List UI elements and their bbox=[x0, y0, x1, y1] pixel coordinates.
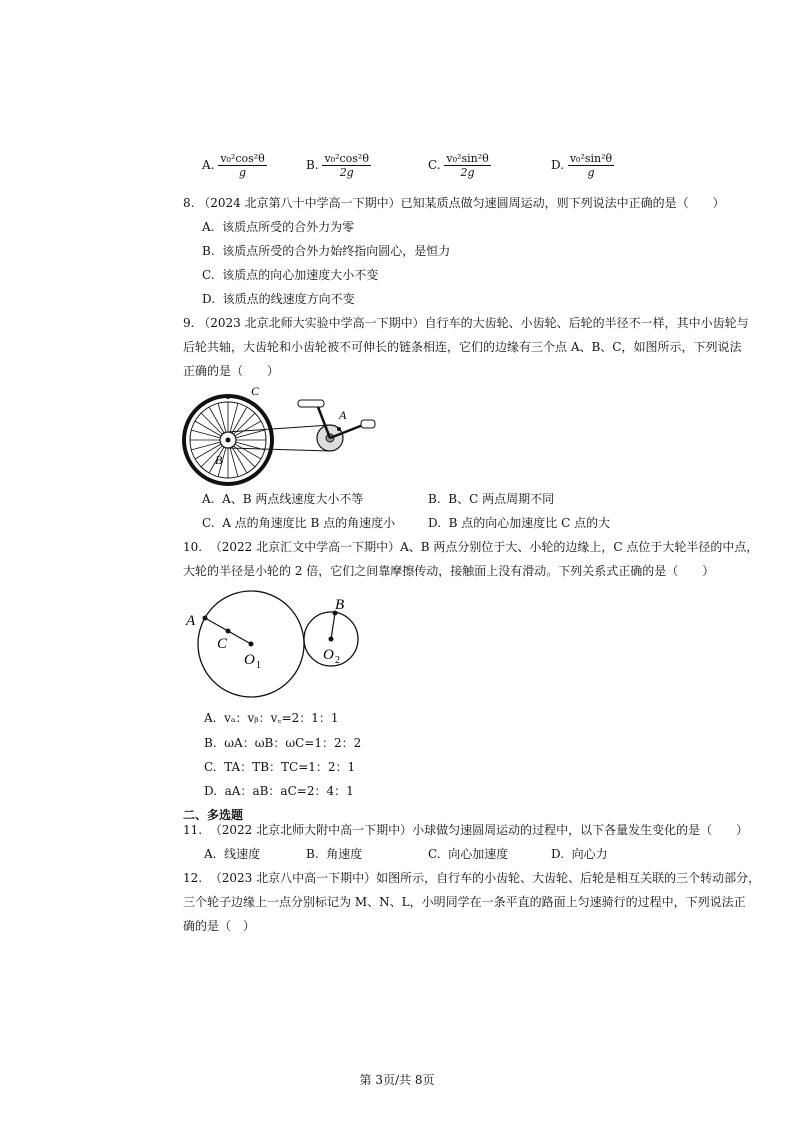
q7-option-a: A. $\frac{\text{v₀²cos²θ}}{g}$ bbox=[202, 152, 265, 179]
q8-option-b: B. 该质点所受的合外力始终指向圆心，是恒力 bbox=[202, 244, 451, 258]
label-o1: O bbox=[244, 652, 255, 668]
section-heading: 二、多选题 bbox=[183, 808, 244, 822]
q10-option-a: A. vₐ：vᵦ：v꜀=2：1：1 bbox=[204, 711, 339, 725]
q8-option-d: D. 该质点的线速度方向不变 bbox=[202, 292, 355, 306]
label-o1-sub: 1 bbox=[256, 660, 261, 671]
q10-option-b: B. ωA：ωB：ωC=1：2：2 bbox=[204, 736, 362, 750]
label-b: B bbox=[335, 597, 345, 613]
bicycle-gear-figure bbox=[180, 383, 380, 488]
q10-option-d: D. aA：aB：aC=2：4：1 bbox=[204, 784, 354, 798]
label-o2: O bbox=[323, 647, 334, 663]
fraction: $\frac{\text{v₀²cos²θ}}{g}$ bbox=[220, 152, 265, 179]
q12-stem-line2: 三个轮子边缘上一点分别标记为 M、N、L，小明同学在一条平直的路面上匀速骑行的过程中，下列说法正 bbox=[183, 895, 746, 909]
label-c: C bbox=[251, 384, 260, 398]
q9-stem-line1: 9. （2023 北京北师大实验中学高一下期中）自行车的大齿轮、小齿轮、后轮的半径不一样，其中小齿轮与 bbox=[183, 316, 749, 330]
point-a-dot bbox=[203, 616, 208, 621]
q8-stem: 8. （2024 北京第八十中学高一下期中）已知某质点做匀速圆周运动，则下列说法中正确的是（ ） bbox=[183, 196, 725, 210]
q9-stem-line2: 后轮共轴，大齿轮和小齿轮被不可伸长的链条相连，它们的边缘有三个点 A、B、C，如图所示，下列说法 bbox=[183, 340, 742, 354]
q7-option-b: B. $\frac{\text{v₀²cos²θ}}{2g}$ bbox=[306, 152, 369, 179]
q7-option-c: C. $\frac{\text{v₀²sin²θ}}{2g}$ bbox=[428, 152, 489, 179]
label-o2-sub: 2 bbox=[335, 655, 340, 666]
q8-option-c: C. 该质点的向心加速度大小不变 bbox=[202, 268, 379, 282]
q10-stem-line1: 10. （2022 北京汇文中学高一下期中）A、B 两点分别位于大、小轮的边缘上，C 点位于大轮半径的中点， bbox=[183, 540, 759, 554]
point-a-dot bbox=[337, 427, 341, 431]
small-radius bbox=[331, 613, 335, 639]
q11-option-c: C. 向心加速度 bbox=[428, 847, 509, 861]
pedal-lower bbox=[361, 420, 375, 428]
q9-option-c: C. A 点的角速度比 B 点的角速度小 bbox=[202, 516, 396, 530]
q8-option-a: A. 该质点所受的合外力为零 bbox=[202, 220, 355, 234]
q7-option-d: D. $\frac{\text{v₀²sin²θ}}{g}$ bbox=[551, 152, 613, 179]
q11-option-d: D. 向心力 bbox=[551, 847, 608, 861]
q11-option-a: A. 线速度 bbox=[204, 847, 261, 861]
q12-stem-line3: 确的是（ ） bbox=[183, 919, 256, 933]
chain-bottom bbox=[228, 448, 330, 451]
fraction: $\frac{\text{v₀²sin²θ}}{2g}$ bbox=[446, 152, 489, 179]
q9-option-d: D. B 点的向心加速度比 C 点的大 bbox=[428, 516, 611, 530]
hub bbox=[226, 438, 231, 443]
q9-option-a: A. A、B 两点线速度大小不等 bbox=[202, 492, 364, 506]
q10-option-c: C. TA：TB：TC=1：2：1 bbox=[204, 760, 356, 774]
q10-stem-line2: 大轮的半径是小轮的 2 倍，它们之间靠摩擦传动，接触面上没有滑动。下列关系式正确的是（ ） bbox=[183, 564, 715, 578]
point-c-dot bbox=[226, 629, 231, 634]
center-o1-dot bbox=[249, 642, 254, 647]
q9-stem-line3: 正确的是（ ） bbox=[183, 364, 280, 378]
point-c-dot bbox=[226, 395, 230, 399]
friction-wheels-figure bbox=[182, 588, 372, 700]
center-o2-dot bbox=[329, 637, 334, 642]
q12-stem-line1: 12. （2023 北京八中高一下期中）如图所示，自行车的小齿轮、大齿轮、后轮是相互关联的三个转动部分， bbox=[183, 871, 761, 885]
fraction: $\frac{\text{v₀²sin²θ}}{g}$ bbox=[569, 152, 613, 179]
q11-option-b: B. 角速度 bbox=[306, 847, 363, 861]
q9-option-b: B. B、C 两点周期不同 bbox=[428, 492, 555, 506]
chain-top bbox=[228, 425, 330, 432]
fraction: $\frac{\text{v₀²cos²θ}}{2g}$ bbox=[324, 152, 369, 179]
label-b: B bbox=[215, 453, 223, 467]
pedal-upper bbox=[298, 400, 324, 407]
label-c: C bbox=[217, 636, 228, 652]
page-number: 第 3页/共 8页 bbox=[359, 1073, 435, 1087]
label-a: A bbox=[339, 408, 347, 422]
label-a: A bbox=[186, 613, 196, 629]
q11-stem: 11. （2022 北京北师大附中高一下期中）小球做匀速圆周运动的过程中，以下各量发生变化的是（ ） bbox=[183, 823, 749, 837]
